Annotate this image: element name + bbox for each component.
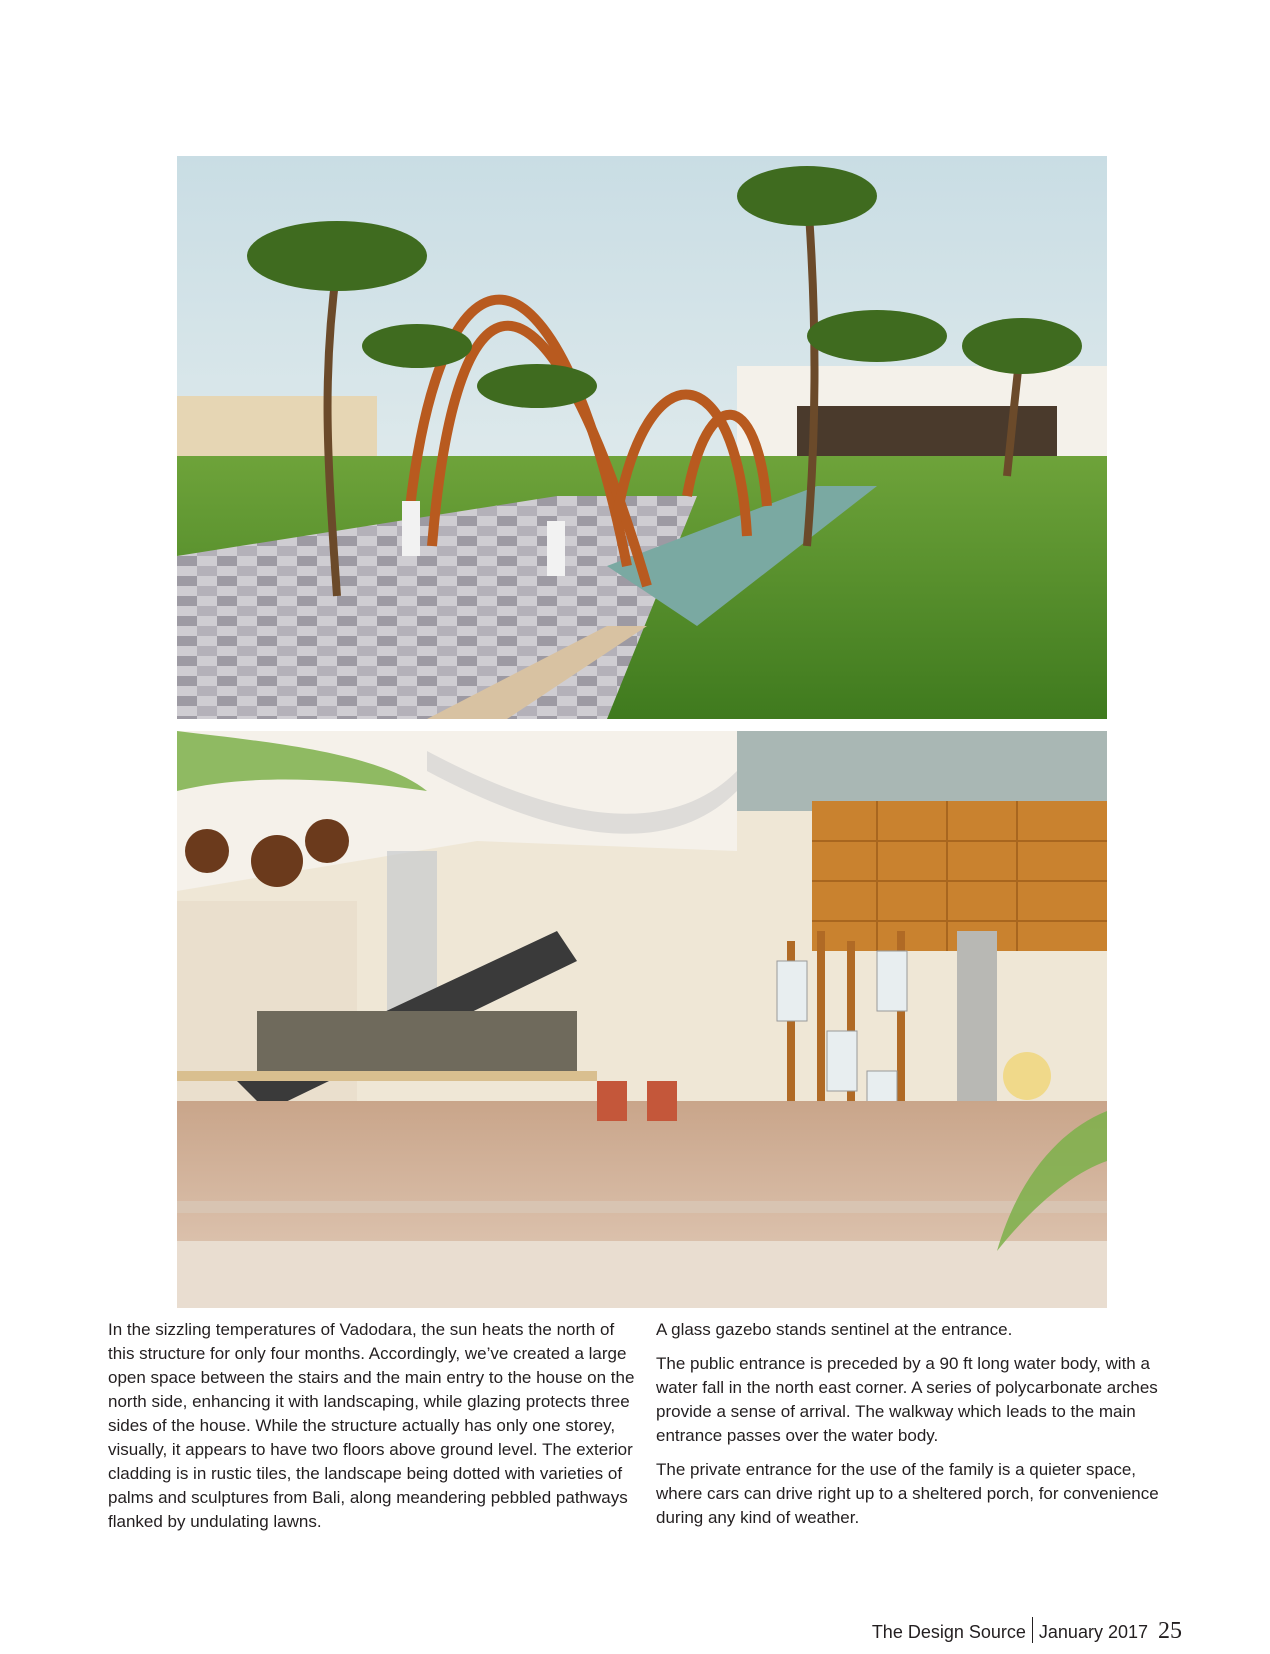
article-left-column [108,1318,636,1544]
issue-date: January 2017 [1038,1622,1148,1642]
page-number: 25 [1158,1618,1182,1644]
interior-atrium-photo [177,731,1107,1308]
publication-name: The Design Source [871,1622,1026,1642]
article-paragraph: The private entrance for the use of the family is a quieter space, where cars can drive right up to a sheltered porch, for convenience during any kind of weather. [656,1460,1159,1527]
interior-atrium-illustration [177,731,1107,1308]
garden-arches-illustration [177,156,1107,719]
article-right-column [656,1318,1186,1540]
page-footer [872,1612,1182,1645]
garden-arches-photo [177,156,1107,719]
article-paragraph: The public entrance is preceded by a 90 ft long water body, with a water fall in the north east corner. A series of polycarbonate arches provide a sense of arrival. The walkway which leads to the main entrance passes over the water body. [656,1354,1158,1445]
article-paragraph: In the sizzling temperatures of Vadodara, the sun heats the north of this structure for only four months. Accordingly, we’ve created a large open space between the stairs and the main entry to the house on the north side, enhancing it with landscaping, while glazing protects three sides of the house. While the structure actually has only one storey, visually, it appears to have two floors above ground level. The exterior cladding is in rustic tiles, the landscape being dotted with varieties of palms and sculptures from Bali, along meandering pebbled pathways flanked by undulating lawns. [108,1320,635,1531]
footer-divider [1032,1617,1033,1643]
article-paragraph: A glass gazebo stands sentinel at the entrance. [656,1320,1013,1339]
